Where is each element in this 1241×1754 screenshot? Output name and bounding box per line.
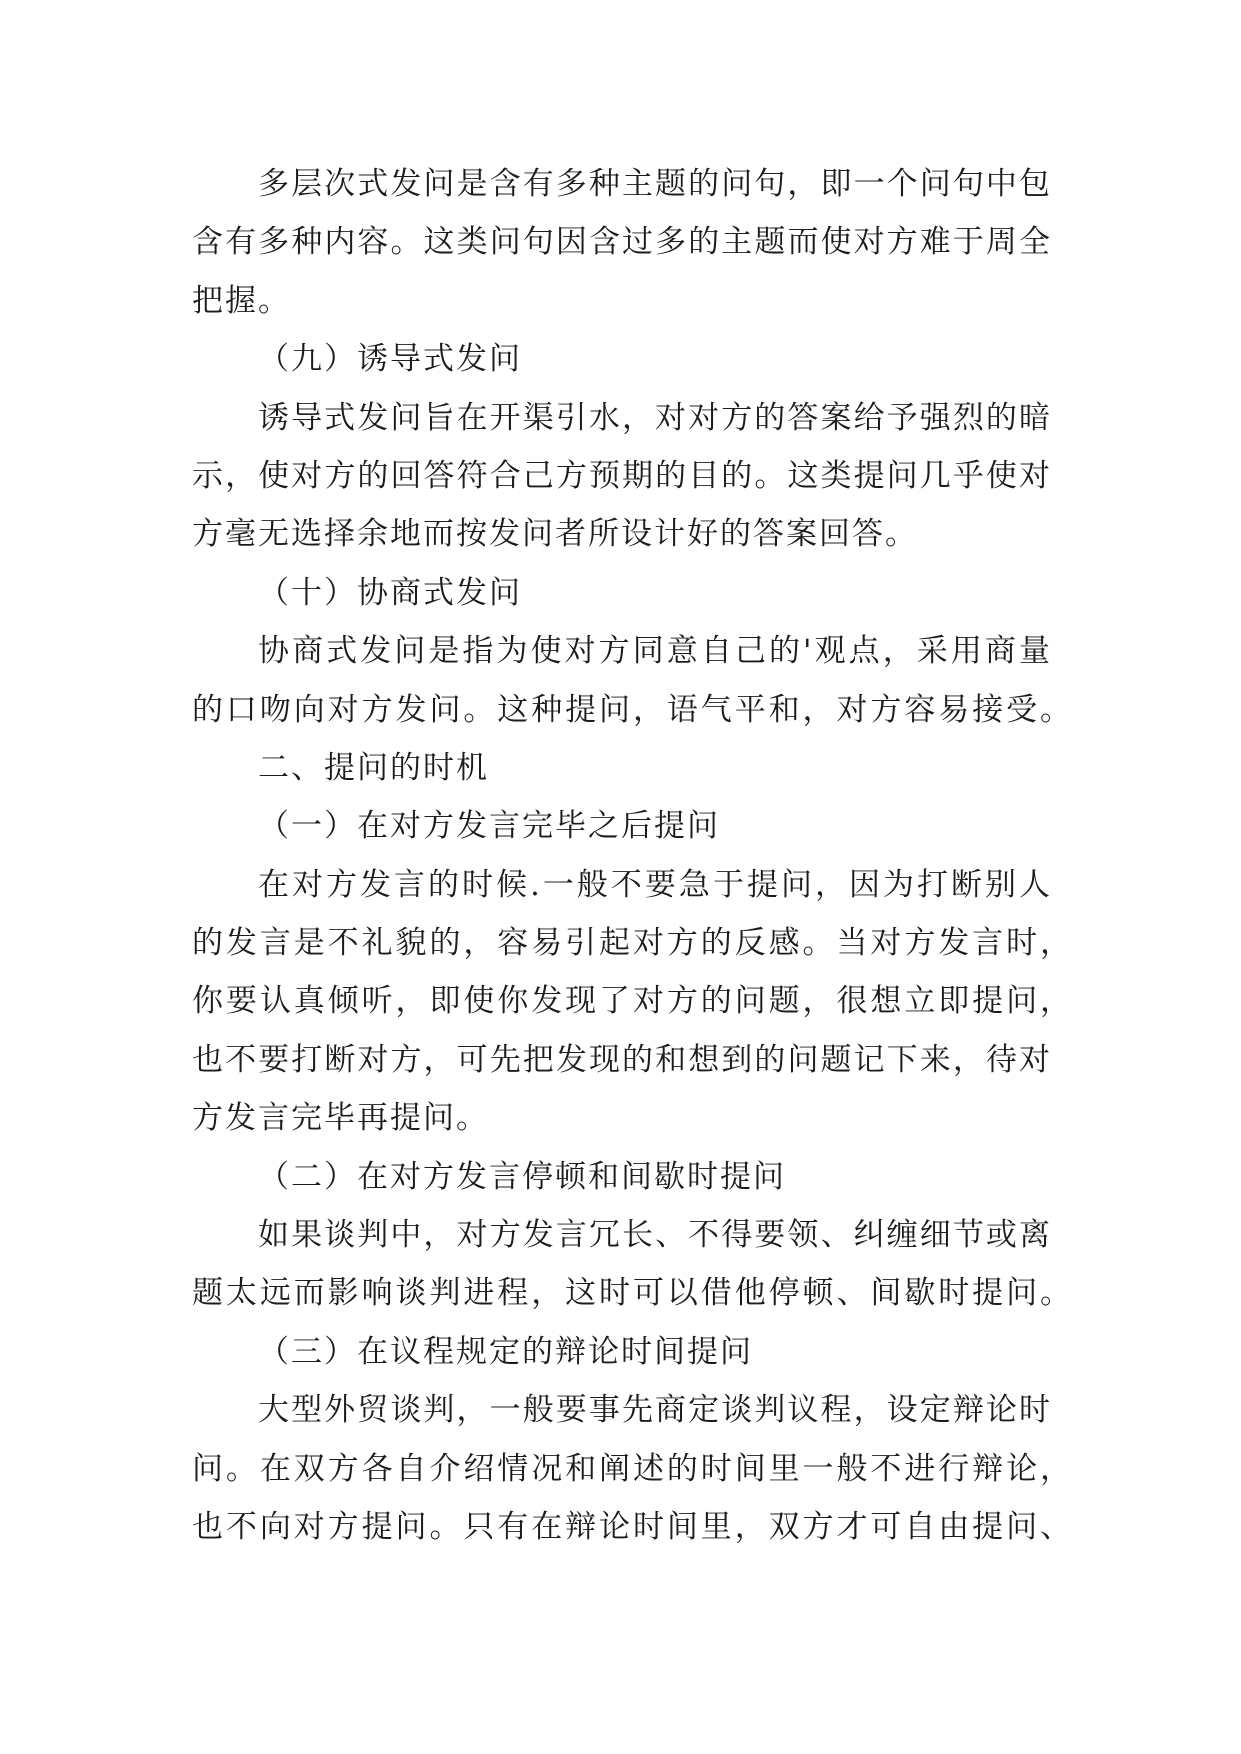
text-line: 题太远而影响谈判进程，这时可以借他停顿、间歇时提问。 xyxy=(192,1275,1072,1312)
heading-line: 二、提问的时机 xyxy=(258,749,489,786)
heading-line: （十）协商式发问 xyxy=(258,574,522,611)
document-body xyxy=(192,155,1072,1556)
text-line: 方发言完毕再提问。 xyxy=(192,1100,489,1137)
text-line: 也不要打断对方，可先把发现的和想到的问题记下来，待对 xyxy=(192,1041,1051,1078)
text-line: 的发言是不礼貌的，容易引起对方的反感。当对方发言时， xyxy=(192,925,1072,962)
heading-line: （二）在对方发言停顿和间歇时提问 xyxy=(258,1158,786,1195)
text-line: 你要认真倾听，即使你发现了对方的问题，很想立即提问， xyxy=(192,983,1072,1020)
text-line: 协商式发问是指为使对方同意自己的'观点，采用商量 xyxy=(258,633,1051,670)
text-line: 把握。 xyxy=(192,282,291,319)
text-line: 示，使对方的回答符合己方预期的目的。这类提问几乎使对 xyxy=(192,457,1051,494)
paragraph xyxy=(192,1206,1072,1323)
section-heading xyxy=(192,330,1051,388)
section-heading xyxy=(192,797,1051,855)
text-line: 大型外贸谈判，一般要事先商定谈判议程，设定辩论时 xyxy=(258,1392,1051,1429)
paragraph xyxy=(192,155,1051,330)
paragraph xyxy=(192,1381,1072,1556)
text-line: 诱导式发问旨在开渠引水，对对方的答案给予强烈的暗 xyxy=(258,399,1051,436)
paragraph xyxy=(192,389,1051,564)
text-line: 问。在双方各自介绍情况和阐述的时间里一般不进行辩论， xyxy=(192,1450,1072,1487)
paragraph xyxy=(192,622,1072,739)
text-line: 如果谈判中，对方发言冗长、不得要领、纠缠细节或离 xyxy=(258,1217,1051,1254)
text-line: 多层次式发问是含有多种主题的问句，即一个问句中包 xyxy=(258,166,1051,202)
section-heading xyxy=(192,564,1051,622)
heading-line: （九）诱导式发问 xyxy=(258,341,522,378)
text-line: 方毫无选择余地而按发问者所设计好的答案回答。 xyxy=(192,516,918,553)
heading-line: （一）在对方发言完毕之后提问 xyxy=(258,808,720,845)
text-line: 的口吻向对方发问。这种提问，语气平和，对方容易接受。 xyxy=(192,691,1072,728)
text-line: 也不向对方提问。只有在辩论时间里，双方才可自由提问、 xyxy=(192,1508,1072,1545)
heading-line: （三）在议程规定的辩论时间提问 xyxy=(258,1333,753,1370)
section-heading xyxy=(192,1148,1051,1206)
section-heading xyxy=(192,1323,1051,1381)
text-line: 含有多种内容。这类问句因含过多的主题而使对方难于周全 xyxy=(192,224,1051,261)
paragraph xyxy=(192,856,1072,1148)
text-line: 在对方发言的时候.一般不要急于提问，因为打断别人 xyxy=(258,866,1051,903)
section-heading xyxy=(192,739,1051,797)
